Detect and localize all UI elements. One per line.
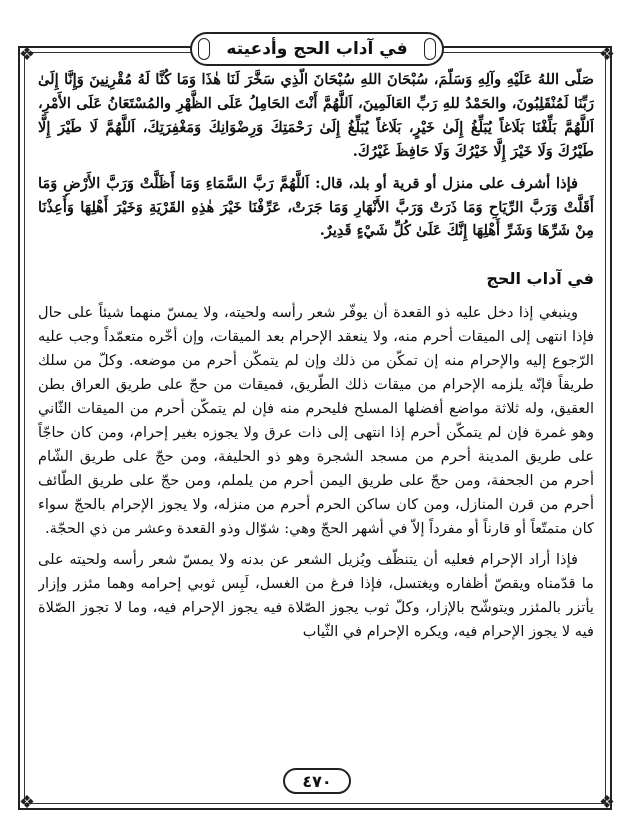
corner-ornament-top-right: ❖ <box>598 44 616 65</box>
section-heading: في آداب الحج <box>486 269 594 289</box>
supplication-paragraph: صَلَّى اللهُ عَلَيْهِ وآلِهِ وَسَلَّمَ، سُبْحَانَ اللهِ سُبْحَانَ الَّذِي سَخَّرَ لَنَا هٰذَا وَمَا كُنَّا لَهُ مُقْرِنِينَ وَإِنَّا إِلَىٰ رَبِّنَا لَمُنْقَلِبُونَ، والحَمْدُ للهِ رَبِّ العَالَمِينَ، اَللَّهُمَّ أَنْتَ الحَامِلُ عَلَى الظَّهْرِ والمُسْتَعَانُ عَلَى الأَمْرِ، اَللَّهُمَّ بَلِّغْنَا بَلَاغاً يُبَلِّغُ إِلَىٰ خَيْرٍ، بَلَاغاً يُبَلِّغُ إِلَىٰ رَحْمَتِكَ وَرِضْوَانِكَ وَمَغْفِرَتِكَ، اَللَّهُمَّ لَا طَيْرَ إِلَّا طَيْرُكَ وَلَا خَيْرَ إِلَّا خَيْرُكَ وَلَا حَافِظَ غَيْرُكَ. <box>38 71 594 160</box>
arrival-supplication-paragraph: فإذا أشرف على منزل أو قرية أو بلد، قال: اَللَّهُمَّ رَبَّ السَّمَاءِ وَمَا أَظَلَّتْ وَرَبَّ الأَرْضِ وَمَا أَقَلَّتْ وَرَبَّ الرِّيَاحِ وَمَا ذَرَتْ وَرَبَّ الأَنْهَارِ وَمَا جَرَتْ، عَرِّفْنَا خَيْرَ هٰذِهِ القَرْيَةِ وَخَيْرَ أَهْلِهَا وَأَعِذْنَا مِنْ شَرِّهَا وَشَرِّ أَهْلِهَا إِنَّكَ عَلَىٰ كُلِّ شَيْءٍ قَدِيرٌ. <box>38 174 594 240</box>
body-paragraph-miqat: وينبغي إذا دخل عليه ذو القعدة أن يوفّر شعر رأسه ولحيته، ولا يمسّ منهما شيئاً على حال فإذا انتهى إلى الميقات أحرم منه، ولا ينعقد الإحرام بعد الميقات، وإن أخّره متعمّداً وجب عليه الرّجوع إليه والإحرام منه إن تمكّن من ذلك وإن لم يتمكّن أحرم من موضعه. وكلّ من سلك طريقاً فإنّه يلزمه الإحرام من ميقات ذلك الطّريق، فميقات من حجّ على طريق العراق بطن العقيق، وله ثلاثة مواضع أفضلها المسلح فليحرم منه فإن لم يتمكّن أحرم من الميقات الثّاني وهو غمرة فإن لم يتمكّن أحرم إذا انتهى إلى ذات عرق ولا يجوزه بغير إحرام، ومن كان حاجّاً على طريق المدينة أحرم من مسجد الشجرة وهو ذو الحليفة، ومن حجّ على طريق الشّام أحرم من الجحفة، ومن حجّ على طريق اليمن أحرم من يلملم، ومن حجّ على طريق الطّائف أحرم من قرن المنازل، ومن كان ساكن الحرم أحرم من منزله، ولا يجوز الإحرام بالحجّ سواء كان متمتّعاً أو قارناً أو مفرداً إلاّ في أشهر الحجّ وهي: شوّال وذو القعدة وعشر من ذي الحجّة. <box>38 304 594 537</box>
page-content <box>38 68 594 768</box>
page-number-box <box>283 768 351 794</box>
page-title: في آداب الحج وأدعيته <box>226 39 408 59</box>
header-cartouche <box>190 32 444 66</box>
body-paragraph-ihram: فإذا أراد الإحرام فعليه أن يتنظّف ويُزيل الشعر عن بدنه ولا يمسّ شعر رأسه ولحيته على ما قدّمناه ويقصّ أظفاره ويغتسل، فإذا فرغ من الغسل، لَبِس ثوبي إحرامه وهما مئزر وإزار يأتزر بالمئزر ويتوشّح بالإزار، وكلّ ثوب يجوز الصّلاة فيه يجوز الإحرام فيه، وما لا تجوز الصّلاة فيه لا يجوز الإحرام فيه، ويكره الإحرام في الثّياب <box>38 551 594 641</box>
corner-ornament-bottom-left: ❖ <box>18 792 36 813</box>
corner-ornament-top-left: ❖ <box>18 44 36 65</box>
corner-ornament-bottom-right: ❖ <box>598 792 616 813</box>
page-number: ٤٧٠ <box>302 771 332 791</box>
